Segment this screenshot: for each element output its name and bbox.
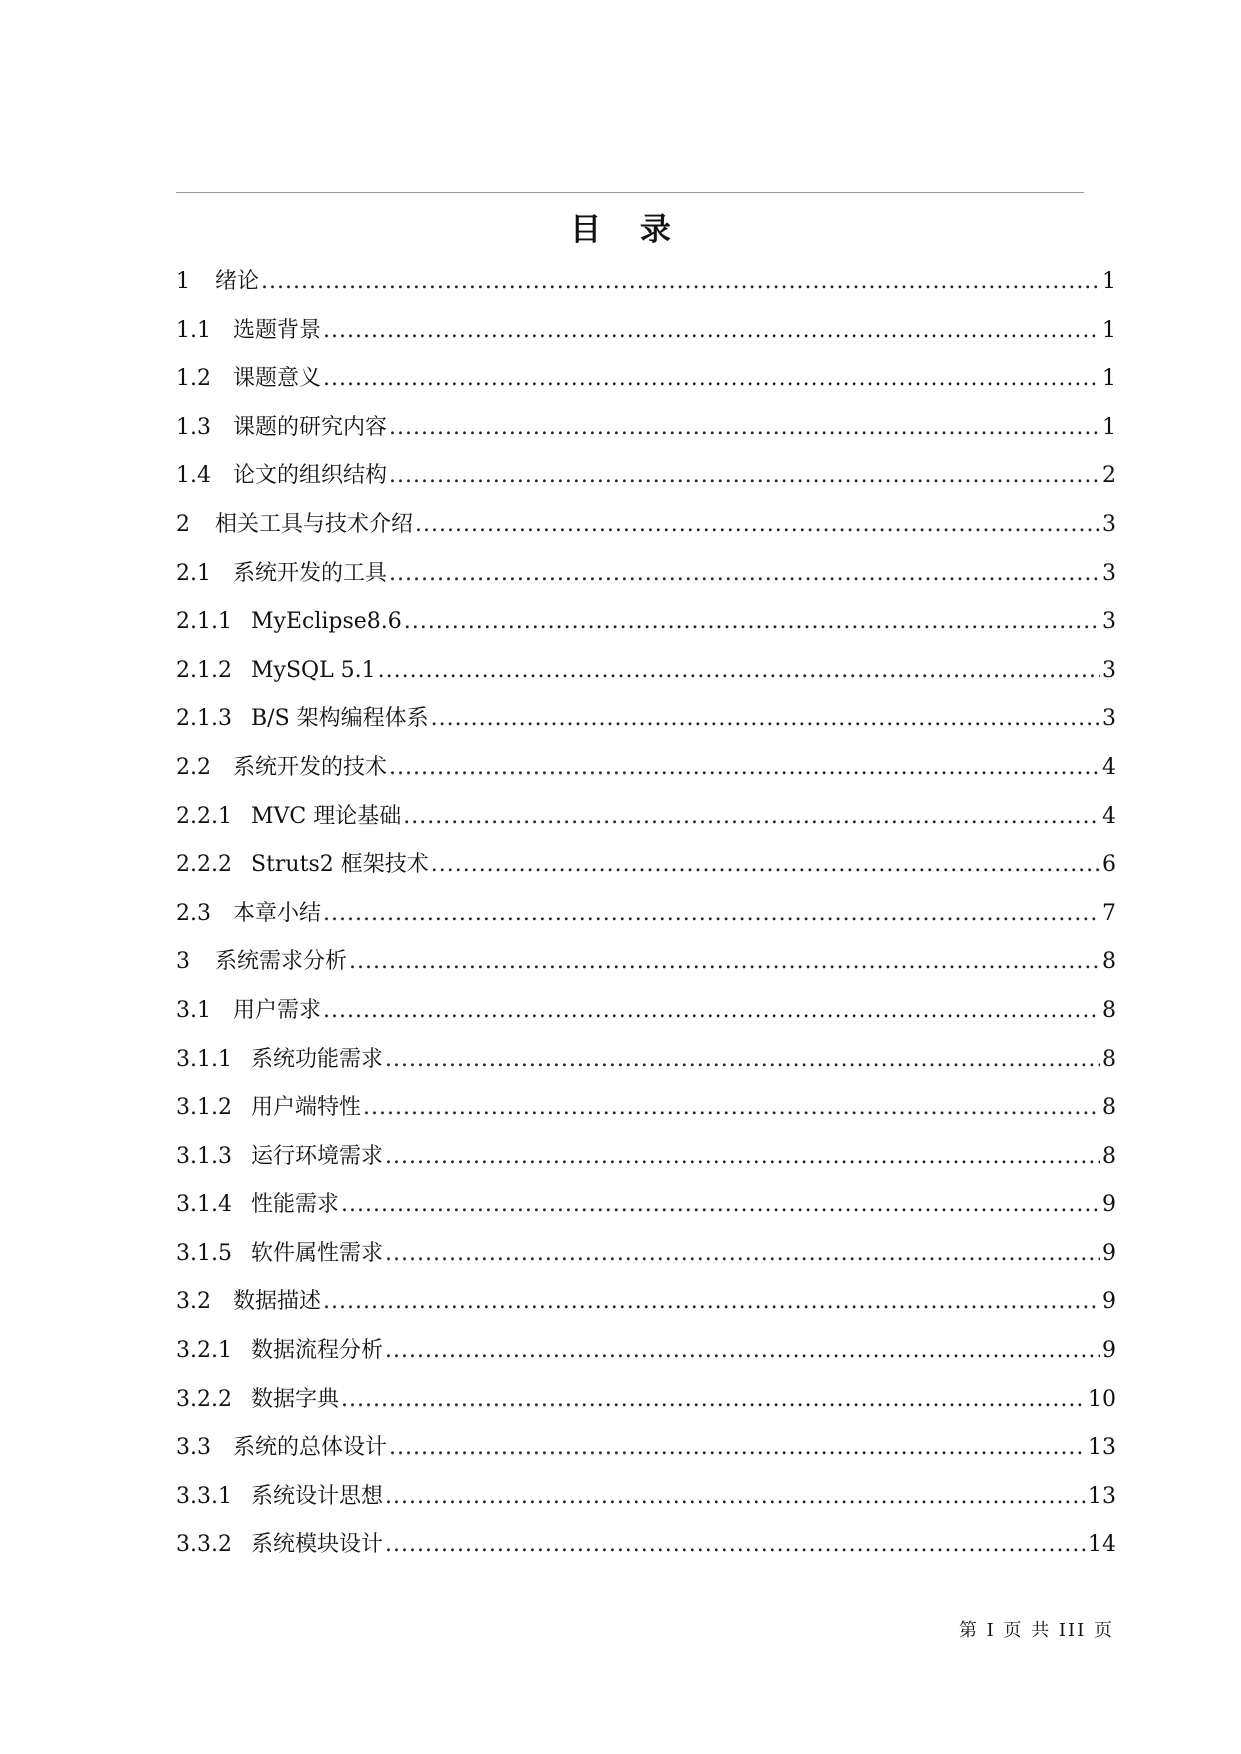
- toc-title: 目 录: [570, 212, 685, 248]
- toc-entry[interactable]: [176, 359, 1116, 408]
- toc-entry-number: 3.2: [176, 1289, 211, 1315]
- toc-entry[interactable]: [176, 1331, 1116, 1380]
- toc-entry-page: 8: [1102, 949, 1116, 975]
- toc-entry-page: 1: [1102, 366, 1116, 392]
- toc-entry-number: 3.2.1: [176, 1338, 232, 1364]
- toc-entry-title: 性能需求: [251, 1192, 340, 1218]
- toc-entry-page: 3: [1102, 609, 1116, 635]
- toc-entry-page: 8: [1102, 1046, 1116, 1072]
- toc-dot-leader: [341, 1185, 1100, 1225]
- toc-entry[interactable]: [176, 651, 1116, 700]
- toc-entry-number: 3.1.2: [176, 1095, 232, 1121]
- toc-dot-leader: [385, 1234, 1100, 1274]
- toc-entry[interactable]: [176, 699, 1116, 748]
- toc-entry-title: 数据流程分析: [251, 1338, 384, 1364]
- toc-entry-page: 3: [1102, 560, 1116, 586]
- toc-entry[interactable]: [176, 408, 1116, 457]
- toc-entry[interactable]: [176, 456, 1116, 505]
- toc-dot-leader: [389, 554, 1100, 594]
- toc-entry-page: 2: [1102, 463, 1116, 489]
- toc-dot-leader: [323, 311, 1100, 351]
- toc-dot-leader: [431, 845, 1100, 885]
- toc-entry-title: Struts2 框架技术: [251, 852, 429, 878]
- toc-entry-number: 3.3: [176, 1435, 211, 1461]
- toc-dot-leader: [389, 456, 1100, 496]
- toc-entry-page: 13: [1088, 1483, 1116, 1509]
- toc-entry-page: 7: [1102, 900, 1116, 926]
- toc-entry-number: 3.1.5: [176, 1240, 232, 1266]
- toc-entry[interactable]: [176, 505, 1116, 554]
- toc-dot-leader: [323, 894, 1100, 934]
- toc-entry-page: 8: [1102, 1095, 1116, 1121]
- toc-entry-number: 2.2: [176, 754, 211, 780]
- toc-entry-title: 数据字典: [251, 1386, 340, 1412]
- toc-dot-leader: [323, 991, 1100, 1031]
- toc-entry-title: 相关工具与技术介绍: [215, 511, 414, 537]
- toc-entry-title: B/S 架构编程体系: [251, 706, 429, 732]
- toc-entry-number: 3.2.2: [176, 1386, 232, 1412]
- toc-entry-page: 8: [1102, 1143, 1116, 1169]
- toc-entry-title: 论文的组织结构: [233, 463, 388, 489]
- toc-entry-page: 8: [1102, 997, 1116, 1023]
- toc-entry-page: 1: [1102, 269, 1116, 294]
- toc-dot-leader: [323, 359, 1100, 399]
- toc-entry-title: 系统设计思想: [251, 1483, 384, 1509]
- toc-entry-title: 课题意义: [233, 366, 322, 392]
- toc-entry[interactable]: [176, 1234, 1116, 1283]
- toc-entry-title: 系统模块设计: [251, 1532, 384, 1558]
- toc-entry-number: 2.2.2: [176, 852, 232, 878]
- toc-dot-leader: [431, 699, 1100, 739]
- toc-list: [176, 262, 1116, 1574]
- toc-entry-title: 运行环境需求: [251, 1143, 384, 1169]
- toc-entry-page: 1: [1102, 317, 1116, 343]
- toc-dot-leader: [403, 797, 1100, 837]
- toc-entry-number: 2.1.1: [176, 609, 232, 635]
- toc-entry-page: 9: [1102, 1338, 1116, 1364]
- toc-entry-page: 3: [1102, 511, 1116, 537]
- toc-entry-number: 2: [176, 511, 190, 537]
- toc-entry-number: 2.1: [176, 560, 211, 586]
- toc-entry-page: 10: [1088, 1386, 1116, 1412]
- toc-entry[interactable]: [176, 602, 1116, 651]
- toc-dot-leader: [385, 1331, 1100, 1371]
- toc-dot-leader: [389, 748, 1100, 788]
- toc-entry-title: 系统功能需求: [251, 1046, 384, 1072]
- toc-dot-leader: [341, 1380, 1086, 1420]
- toc-entry-number: 3.3.2: [176, 1532, 232, 1558]
- toc-entry-title: 本章小结: [233, 900, 322, 926]
- toc-entry-page: 4: [1102, 754, 1116, 780]
- toc-entry-page: 6: [1102, 852, 1116, 878]
- toc-entry-number: 1.1: [176, 317, 211, 343]
- toc-entry-title: 系统开发的工具: [233, 560, 388, 586]
- toc-entry-title: 软件属性需求: [251, 1240, 384, 1266]
- toc-entry[interactable]: [176, 991, 1116, 1040]
- toc-entry-page: 9: [1102, 1240, 1116, 1266]
- toc-dot-leader: [385, 1040, 1100, 1080]
- toc-entry-number: 1.2: [176, 366, 211, 392]
- toc-entry[interactable]: [176, 262, 1116, 311]
- toc-entry-number: 1: [176, 269, 190, 294]
- toc-entry-number: 3.1.1: [176, 1046, 232, 1072]
- toc-entry-number: 1.4: [176, 463, 211, 489]
- toc-entry-number: 3.3.1: [176, 1483, 232, 1509]
- toc-entry[interactable]: [176, 1040, 1116, 1089]
- toc-entry-title: 用户需求: [233, 997, 322, 1023]
- toc-entry-title: MyEclipse8.6: [251, 609, 402, 635]
- toc-dot-leader: [389, 408, 1100, 448]
- toc-entry-title: 绪论: [215, 269, 260, 294]
- toc-dot-leader: [349, 942, 1100, 982]
- toc-entry[interactable]: [176, 1088, 1116, 1137]
- toc-entry-page: 4: [1102, 803, 1116, 829]
- header-rule: [176, 192, 1084, 193]
- toc-entry-page: 3: [1102, 657, 1116, 683]
- toc-entry-number: 3: [176, 949, 190, 975]
- toc-entry[interactable]: [176, 748, 1116, 797]
- toc-entry[interactable]: [176, 1428, 1116, 1477]
- toc-entry-number: 2.2.1: [176, 803, 232, 829]
- toc-entry-number: 3.1.3: [176, 1143, 232, 1169]
- toc-entry-title: MySQL 5.1: [251, 657, 376, 683]
- toc-entry-page: 14: [1088, 1532, 1116, 1558]
- toc-entry-page: 9: [1102, 1192, 1116, 1218]
- toc-entry-title: 数据描述: [233, 1289, 322, 1315]
- toc-entry-page: 9: [1102, 1289, 1116, 1315]
- toc-entry[interactable]: [176, 1477, 1116, 1526]
- toc-dot-leader: [389, 1428, 1086, 1468]
- toc-entry-title: 课题的研究内容: [233, 414, 388, 440]
- toc-entry-number: 3.1.4: [176, 1192, 232, 1218]
- toc-entry[interactable]: [176, 1185, 1116, 1234]
- toc-dot-leader: [415, 505, 1100, 545]
- toc-entry[interactable]: [176, 1282, 1116, 1331]
- toc-dot-leader: [261, 262, 1100, 302]
- toc-entry[interactable]: [176, 1137, 1116, 1186]
- toc-entry[interactable]: [176, 1525, 1116, 1574]
- toc-entry-title: 选题背景: [233, 317, 322, 343]
- toc-dot-leader: [385, 1137, 1100, 1177]
- toc-dot-leader: [404, 602, 1100, 642]
- toc-entry[interactable]: [176, 797, 1116, 846]
- toc-entry-page: 1: [1102, 414, 1116, 440]
- toc-dot-leader: [385, 1525, 1086, 1565]
- toc-entry-number: 2.1.3: [176, 706, 232, 732]
- toc-dot-leader: [323, 1282, 1100, 1322]
- toc-entry-title: 系统需求分析: [215, 949, 348, 975]
- toc-entry[interactable]: [176, 311, 1116, 360]
- toc-entry-title: 系统的总体设计: [233, 1435, 388, 1461]
- toc-entry-number: 2.3: [176, 900, 211, 926]
- toc-entry-number: 3.1: [176, 997, 211, 1023]
- toc-dot-leader: [363, 1088, 1100, 1128]
- toc-entry-number: 2.1.2: [176, 657, 232, 683]
- toc-entry-title: MVC 理论基础: [251, 803, 402, 829]
- toc-entry[interactable]: [176, 894, 1116, 943]
- toc-dot-leader: [378, 651, 1100, 691]
- toc-entry-title: 系统开发的技术: [233, 754, 388, 780]
- toc-dot-leader: [385, 1477, 1086, 1517]
- toc-entry[interactable]: [176, 942, 1116, 991]
- toc-entry[interactable]: [176, 554, 1116, 603]
- toc-entry-page: 13: [1088, 1435, 1116, 1461]
- toc-entry[interactable]: [176, 845, 1116, 894]
- toc-entry[interactable]: [176, 1380, 1116, 1429]
- toc-entry-page: 3: [1102, 706, 1116, 732]
- toc-entry-number: 1.3: [176, 414, 211, 440]
- toc-entry-title: 用户端特性: [251, 1095, 362, 1121]
- page-footer: 第 I 页 共 III 页: [958, 1620, 1114, 1641]
